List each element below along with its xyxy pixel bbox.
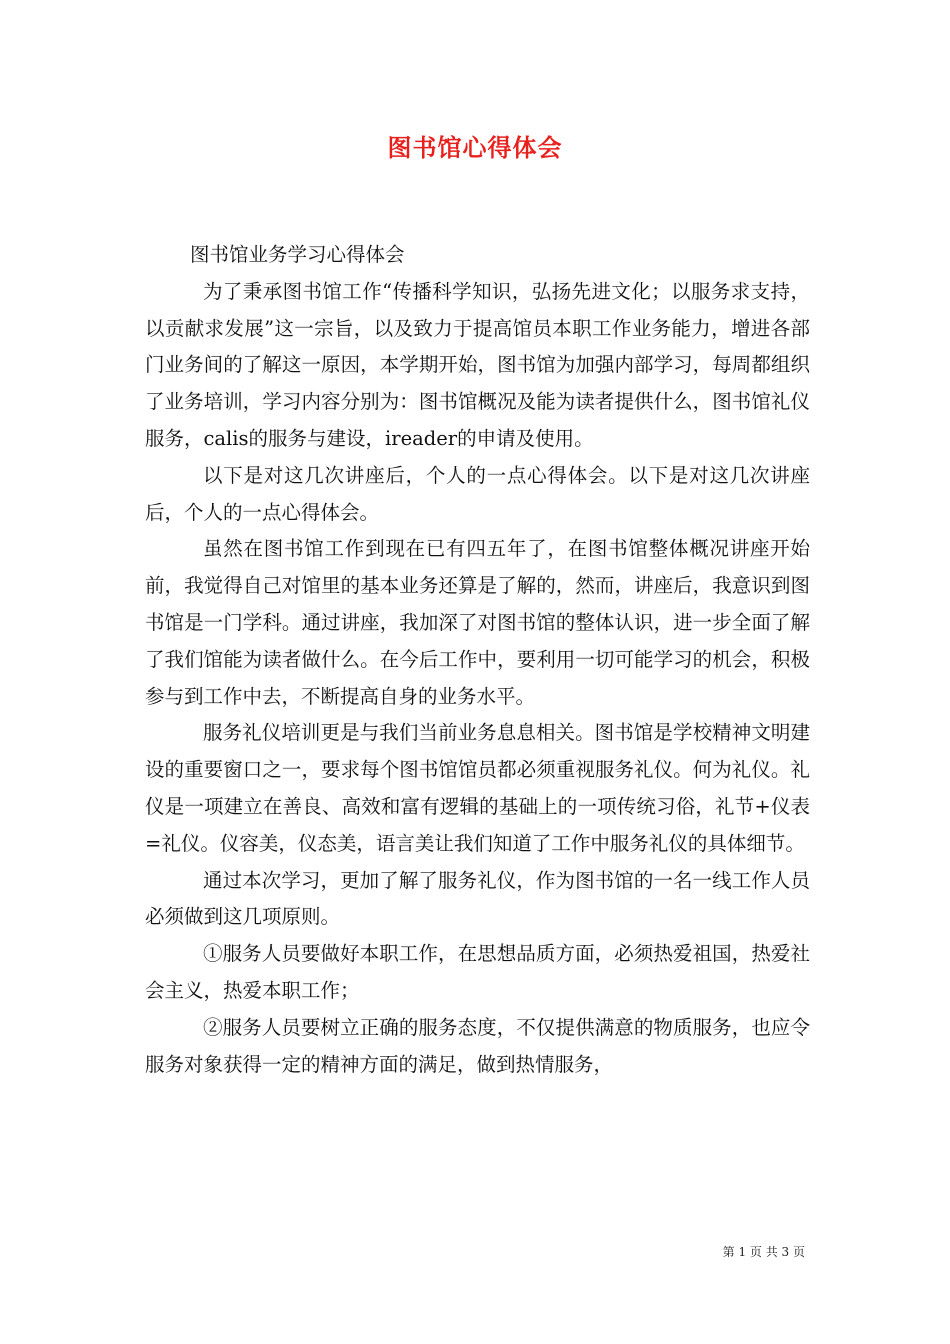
paragraph-principle-2: ②服务人员要树立正确的服务态度，不仅提供满意的物质服务，也应令服务对象获得一定的精神方面的满足，做到热情服务， [145, 1015, 810, 1076]
document-body [145, 237, 810, 1083]
document-subheading: 图书馆业务学习心得体会 [190, 243, 405, 266]
page-title: 图书馆心得体会 [387, 133, 563, 162]
paragraph-intro: 为了秉承图书馆工作“传播科学知识，弘扬先进文化；以服务求支持，以贡献求发展”这一宗旨，以及致力于提高馆员本职工作业务能力，增进各部门业务间的了解这一原因，本学期开始，图书馆为加强内部学习，每周都组织了业务培训，学习内容分别为：图书馆概况及能为读者提供什么，图书馆礼仪服务，calis的服务与建设，ireader的申请及使用。 [145, 279, 810, 450]
paragraph-summary: 以下是对这几次讲座后，个人的一点心得体会。以下是对这几次讲座后，个人的一点心得体会。 [145, 463, 810, 524]
paragraph-principles-intro: 通过本次学习，更加了解了服务礼仪，作为图书馆的一名一线工作人员必须做到这几项原则。 [145, 868, 810, 929]
paragraph-overview-lecture: 虽然在图书馆工作到现在已有四五年了，在图书馆整体概况讲座开始前，我觉得自己对馆里的基本业务还算是了解的，然而，讲座后，我意识到图书馆是一门学科。通过讲座，我加深了对图书馆的整体认识，进一步全面了解了我们馆能为读者做什么。在今后工作中，要利用一切可能学习的机会，积极参与到工作中去，不断提高自身的业务水平。 [145, 537, 810, 708]
paragraph-etiquette-training: 服务礼仪培训更是与我们当前业务息息相关。图书馆是学校精神文明建设的重要窗口之一，要求每个图书馆馆员都必须重视服务礼仪。何为礼仪。礼仪是一项建立在善良、高效和富有逻辑的基础上的一项传统习俗，礼节+仪表=礼仪。仪容美，仪态美，语言美让我们知道了工作中服务礼仪的具体细节。 [145, 721, 810, 855]
paragraph-principle-1: ①服务人员要做好本职工作，在思想品质方面，必须热爱祖国，热爱社会主义，热爱本职工作； [145, 942, 810, 1002]
page-number: 第 1 页 共 3 页 [722, 1245, 805, 1259]
